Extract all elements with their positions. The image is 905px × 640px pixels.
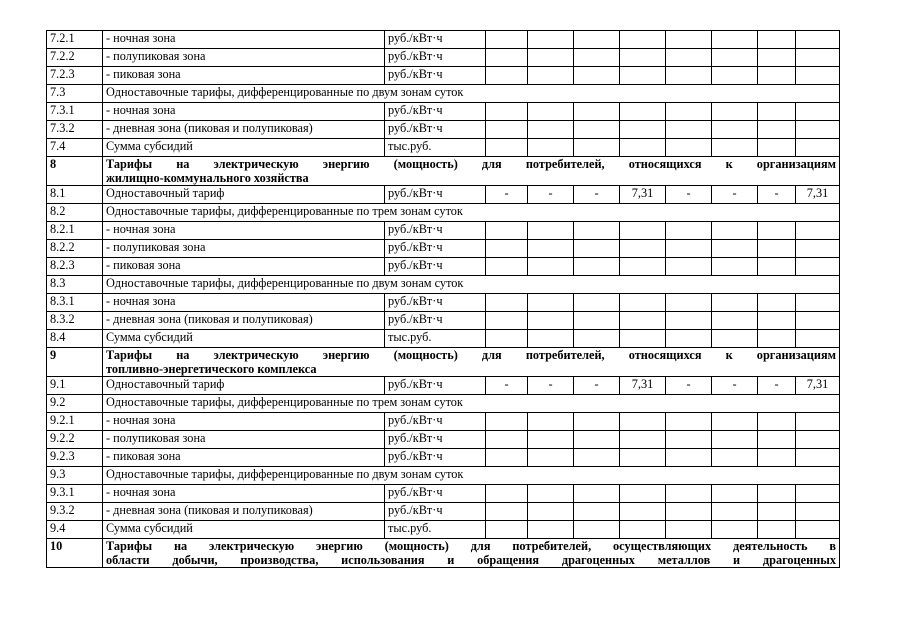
table-row [47, 31, 840, 49]
row-name: - пиковая зона [103, 67, 385, 85]
value-cell [796, 431, 840, 449]
value-cell [712, 49, 758, 67]
value-cell [620, 31, 666, 49]
value-cell [796, 139, 840, 157]
row-name: - полупиковая зона [103, 431, 385, 449]
value-cell [712, 258, 758, 276]
row-unit: руб./кВт·ч [385, 377, 486, 395]
value-cell: - [666, 377, 712, 395]
value-cell: - [712, 186, 758, 204]
value-cell [574, 31, 620, 49]
row-number: 9.3.1 [47, 485, 103, 503]
value-cell: 7,31 [796, 186, 840, 204]
heading-line: Тарифы на электрическую энергию (мощность) для потребителей, относящихся к организациям [106, 348, 836, 362]
value-cell [712, 485, 758, 503]
value-cell [620, 330, 666, 348]
row-number: 9.3.2 [47, 503, 103, 521]
value-cell [574, 503, 620, 521]
value-cell [486, 67, 528, 85]
value-cell [796, 67, 840, 85]
value-cell [620, 294, 666, 312]
value-cell [758, 503, 796, 521]
value-cell [486, 103, 528, 121]
table-row [47, 503, 840, 521]
value-cell [712, 222, 758, 240]
value-cell [486, 312, 528, 330]
value-cell: - [486, 186, 528, 204]
section-title: Одноставочные тарифы, дифференцированные по трем зонам суток [103, 204, 840, 222]
value-cell: - [712, 377, 758, 395]
value-cell: - [758, 377, 796, 395]
value-cell [528, 139, 574, 157]
category-heading [103, 348, 840, 377]
value-cell [486, 31, 528, 49]
value-cell [620, 312, 666, 330]
category-heading [103, 157, 840, 186]
value-cell [666, 67, 712, 85]
value-cell [486, 222, 528, 240]
value-cell [528, 485, 574, 503]
row-number: 10 [47, 539, 103, 568]
row-unit: руб./кВт·ч [385, 240, 486, 258]
row-unit: руб./кВт·ч [385, 485, 486, 503]
value-cell [758, 449, 796, 467]
row-number: 8.3.2 [47, 312, 103, 330]
value-cell [758, 139, 796, 157]
row-name: - ночная зона [103, 103, 385, 121]
value-cell [758, 312, 796, 330]
table-row [47, 449, 840, 467]
value-cell: - [666, 186, 712, 204]
value-cell [574, 121, 620, 139]
table-row [47, 240, 840, 258]
value-cell [666, 294, 712, 312]
value-cell [574, 222, 620, 240]
row-name: - полупиковая зона [103, 49, 385, 67]
value-cell [712, 294, 758, 312]
table-row [47, 121, 840, 139]
value-cell [758, 31, 796, 49]
table-row [47, 312, 840, 330]
section-title: Одноставочные тарифы, дифференцированные по двум зонам суток [103, 467, 840, 485]
value-cell [486, 121, 528, 139]
table-row [47, 139, 840, 157]
heading-line: жилищно-коммунального хозяйства [106, 171, 309, 185]
row-name: Сумма субсидий [103, 139, 385, 157]
row-number: 8.1 [47, 186, 103, 204]
row-number: 7.3 [47, 85, 103, 103]
value-cell [666, 103, 712, 121]
value-cell [486, 485, 528, 503]
value-cell [486, 413, 528, 431]
row-name: Сумма субсидий [103, 330, 385, 348]
table-row [47, 294, 840, 312]
table-row [47, 204, 840, 222]
value-cell: - [528, 377, 574, 395]
value-cell [666, 312, 712, 330]
value-cell [758, 103, 796, 121]
value-cell [528, 312, 574, 330]
row-name: - ночная зона [103, 485, 385, 503]
row-number: 9.1 [47, 377, 103, 395]
value-cell [796, 31, 840, 49]
value-cell [574, 139, 620, 157]
table-row [47, 85, 840, 103]
value-cell [486, 49, 528, 67]
section-title: Одноставочные тарифы, дифференцированные по трем зонам суток [103, 395, 840, 413]
value-cell [620, 485, 666, 503]
value-cell [758, 431, 796, 449]
value-cell [796, 330, 840, 348]
row-number: 9.2.2 [47, 431, 103, 449]
value-cell [528, 121, 574, 139]
row-number: 9 [47, 348, 103, 377]
heading-line: Тарифы на электрическую энергию (мощность) для потребителей, осуществляющих деятельность в [106, 539, 836, 553]
value-cell [712, 240, 758, 258]
table-row [47, 521, 840, 539]
row-unit: руб./кВт·ч [385, 31, 486, 49]
value-cell [620, 103, 666, 121]
value-cell [486, 258, 528, 276]
row-name: - полупиковая зона [103, 240, 385, 258]
row-number: 7.3.1 [47, 103, 103, 121]
value-cell [574, 67, 620, 85]
value-cell [620, 449, 666, 467]
row-unit: руб./кВт·ч [385, 121, 486, 139]
row-name: - дневная зона (пиковая и полупиковая) [103, 503, 385, 521]
table-row [47, 395, 840, 413]
value-cell [620, 139, 666, 157]
value-cell [486, 431, 528, 449]
section-title: Одноставочные тарифы, дифференцированные по двум зонам суток [103, 276, 840, 294]
value-cell [574, 330, 620, 348]
value-cell [486, 449, 528, 467]
row-number: 7.4 [47, 139, 103, 157]
row-unit: руб./кВт·ч [385, 186, 486, 204]
value-cell: - [486, 377, 528, 395]
value-cell [712, 121, 758, 139]
value-cell [758, 258, 796, 276]
value-cell [528, 449, 574, 467]
value-cell [528, 240, 574, 258]
row-name: Одноставочный тариф [103, 186, 385, 204]
value-cell [666, 521, 712, 539]
value-cell [796, 121, 840, 139]
value-cell [486, 521, 528, 539]
value-cell [574, 521, 620, 539]
value-cell [528, 258, 574, 276]
table-row [47, 485, 840, 503]
value-cell [528, 103, 574, 121]
category-heading [103, 539, 840, 568]
row-number: 8.2 [47, 204, 103, 222]
row-unit: руб./кВт·ч [385, 294, 486, 312]
row-number: 9.2.3 [47, 449, 103, 467]
value-cell [574, 294, 620, 312]
value-cell: - [758, 186, 796, 204]
heading-line: топливно-энергетического комплекса [106, 362, 317, 376]
row-name: Одноставочный тариф [103, 377, 385, 395]
value-cell [574, 485, 620, 503]
row-number: 7.3.2 [47, 121, 103, 139]
value-cell [486, 294, 528, 312]
value-cell [758, 67, 796, 85]
row-number: 8.2.2 [47, 240, 103, 258]
value-cell [574, 49, 620, 67]
value-cell [574, 413, 620, 431]
value-cell [574, 431, 620, 449]
value-cell [666, 31, 712, 49]
value-cell [666, 121, 712, 139]
value-cell [528, 31, 574, 49]
table-row [47, 467, 840, 485]
value-cell [666, 49, 712, 67]
value-cell [620, 121, 666, 139]
section-title: Одноставочные тарифы, дифференцированные по двум зонам суток [103, 85, 840, 103]
row-number: 7.2.3 [47, 67, 103, 85]
value-cell: 7,31 [796, 377, 840, 395]
value-cell [666, 485, 712, 503]
value-cell: - [574, 377, 620, 395]
value-cell [528, 67, 574, 85]
value-cell [528, 431, 574, 449]
value-cell [620, 413, 666, 431]
table-row [47, 157, 840, 186]
row-number: 8.2.3 [47, 258, 103, 276]
row-unit: руб./кВт·ч [385, 449, 486, 467]
row-number: 8.4 [47, 330, 103, 348]
table-row [47, 67, 840, 85]
value-cell [666, 413, 712, 431]
value-cell [712, 330, 758, 348]
row-number: 8.3 [47, 276, 103, 294]
value-cell [796, 240, 840, 258]
value-cell [712, 521, 758, 539]
row-name: - ночная зона [103, 222, 385, 240]
value-cell [796, 503, 840, 521]
row-number: 9.2 [47, 395, 103, 413]
value-cell [486, 139, 528, 157]
value-cell [574, 240, 620, 258]
value-cell [712, 312, 758, 330]
row-unit: руб./кВт·ч [385, 49, 486, 67]
row-name: - пиковая зона [103, 449, 385, 467]
value-cell [666, 222, 712, 240]
row-number: 8.3.1 [47, 294, 103, 312]
value-cell [574, 312, 620, 330]
row-unit: тыс.руб. [385, 139, 486, 157]
value-cell [758, 330, 796, 348]
value-cell [620, 240, 666, 258]
value-cell [758, 485, 796, 503]
value-cell [796, 222, 840, 240]
row-name: - ночная зона [103, 31, 385, 49]
value-cell [620, 258, 666, 276]
row-unit: руб./кВт·ч [385, 222, 486, 240]
value-cell [758, 240, 796, 258]
value-cell [666, 449, 712, 467]
table-row [47, 348, 840, 377]
row-name: - пиковая зона [103, 258, 385, 276]
table-row [47, 330, 840, 348]
value-cell [666, 431, 712, 449]
row-number: 7.2.1 [47, 31, 103, 49]
value-cell [758, 294, 796, 312]
row-number: 7.2.2 [47, 49, 103, 67]
value-cell [796, 49, 840, 67]
value-cell [620, 521, 666, 539]
row-name: - ночная зона [103, 413, 385, 431]
row-number: 9.4 [47, 521, 103, 539]
value-cell [796, 312, 840, 330]
value-cell: 7,31 [620, 377, 666, 395]
row-name: - ночная зона [103, 294, 385, 312]
row-unit: руб./кВт·ч [385, 413, 486, 431]
value-cell [712, 103, 758, 121]
value-cell [574, 258, 620, 276]
value-cell [796, 413, 840, 431]
value-cell [758, 222, 796, 240]
row-unit: руб./кВт·ч [385, 312, 486, 330]
value-cell [796, 294, 840, 312]
row-number: 8.2.1 [47, 222, 103, 240]
value-cell: - [528, 186, 574, 204]
value-cell [620, 431, 666, 449]
row-number: 8 [47, 157, 103, 186]
row-name: Сумма субсидий [103, 521, 385, 539]
value-cell [666, 503, 712, 521]
value-cell [620, 503, 666, 521]
table-row [47, 377, 840, 395]
value-cell [712, 139, 758, 157]
value-cell [712, 67, 758, 85]
value-cell [574, 449, 620, 467]
table-row [47, 539, 840, 568]
value-cell [758, 121, 796, 139]
row-unit: руб./кВт·ч [385, 503, 486, 521]
value-cell [712, 31, 758, 49]
value-cell [796, 103, 840, 121]
value-cell [758, 521, 796, 539]
row-unit: руб./кВт·ч [385, 103, 486, 121]
value-cell [758, 49, 796, 67]
value-cell [666, 240, 712, 258]
value-cell [796, 485, 840, 503]
table-row [47, 276, 840, 294]
value-cell [620, 222, 666, 240]
value-cell: 7,31 [620, 186, 666, 204]
value-cell: - [574, 186, 620, 204]
value-cell [574, 103, 620, 121]
row-unit: руб./кВт·ч [385, 258, 486, 276]
value-cell [796, 449, 840, 467]
value-cell [666, 258, 712, 276]
value-cell [486, 240, 528, 258]
value-cell [796, 521, 840, 539]
row-unit: тыс.руб. [385, 521, 486, 539]
value-cell [712, 449, 758, 467]
value-cell [666, 330, 712, 348]
value-cell [528, 330, 574, 348]
table-row [47, 222, 840, 240]
row-number: 9.3 [47, 467, 103, 485]
value-cell [712, 431, 758, 449]
table-row [47, 413, 840, 431]
value-cell [528, 413, 574, 431]
value-cell [758, 413, 796, 431]
tariff-table [46, 30, 840, 568]
table-row [47, 49, 840, 67]
value-cell [528, 294, 574, 312]
heading-line: области добычи, производства, использования и обращения драгоценных металлов и драгоценных [106, 553, 836, 567]
table-row [47, 431, 840, 449]
row-unit: руб./кВт·ч [385, 431, 486, 449]
row-number: 9.2.1 [47, 413, 103, 431]
row-name: - дневная зона (пиковая и полупиковая) [103, 121, 385, 139]
value-cell [620, 67, 666, 85]
value-cell [486, 503, 528, 521]
row-unit: тыс.руб. [385, 330, 486, 348]
value-cell [712, 413, 758, 431]
value-cell [796, 258, 840, 276]
value-cell [528, 222, 574, 240]
table-row [47, 186, 840, 204]
value-cell [528, 49, 574, 67]
heading-line: Тарифы на электрическую энергию (мощность) для потребителей, относящихся к организациям [106, 157, 836, 171]
table-row [47, 103, 840, 121]
value-cell [666, 139, 712, 157]
table-row [47, 258, 840, 276]
row-unit: руб./кВт·ч [385, 67, 486, 85]
value-cell [528, 503, 574, 521]
value-cell [486, 330, 528, 348]
value-cell [712, 503, 758, 521]
row-name: - дневная зона (пиковая и полупиковая) [103, 312, 385, 330]
value-cell [620, 49, 666, 67]
value-cell [528, 521, 574, 539]
